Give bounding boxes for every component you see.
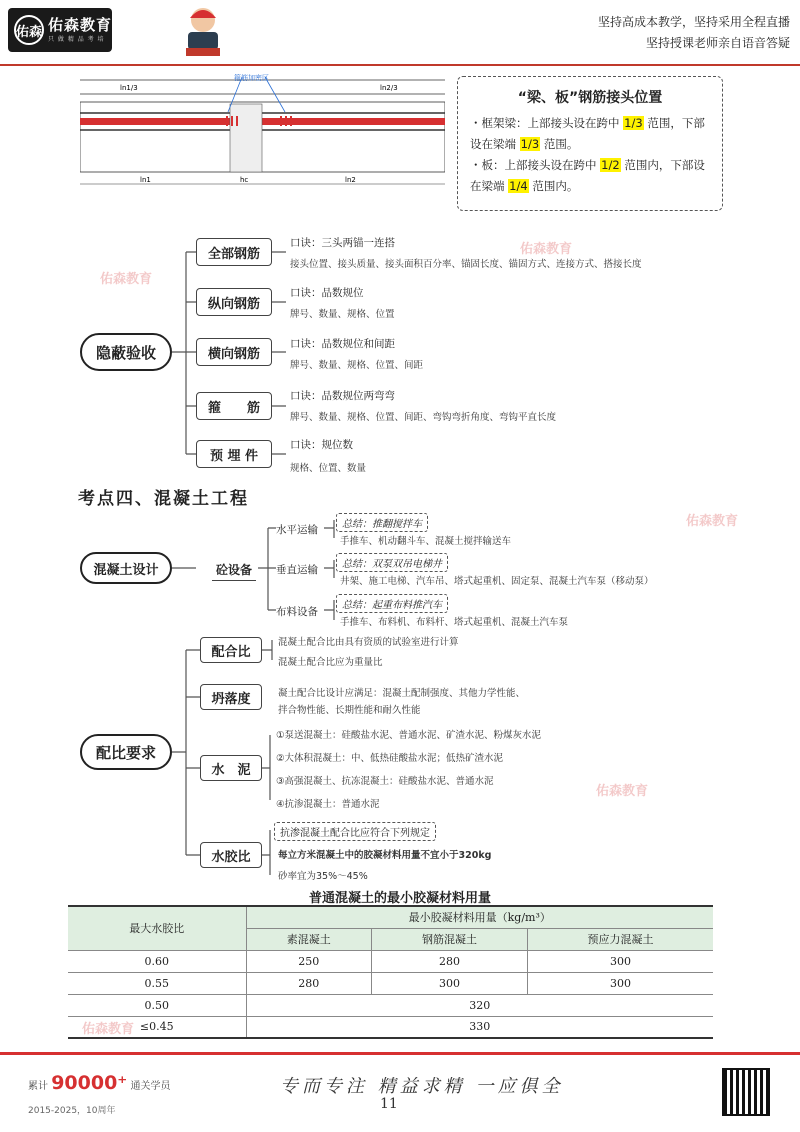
all-rebar-detail: 接头位置、接头质量、接头面积百分率、锚固长度、锚固方式、连接方式、搭接长度 (290, 259, 642, 270)
beam-label-ln2-third: ln2/3 (380, 84, 398, 92)
stirrup-mnemonic: 口诀：品数规位两弯弯 (290, 390, 395, 402)
stirrup-node: 箍 筋 (196, 392, 272, 420)
page-number: 11 (380, 1096, 398, 1112)
longitudinal-mnemonic: 口诀：品数规位 (290, 287, 364, 299)
handwritten-motto: 专而专注 精益求精 一应俱全 (280, 1076, 564, 1097)
slogan-line-1: 坚持高成本教学，坚持采用全程直播 (597, 15, 790, 29)
embedded-detail: 规格、位置、数量 (290, 463, 367, 474)
mascot-icon (178, 4, 228, 60)
student-stat (28, 1072, 171, 1094)
note-frame-beam: ・框架梁：上部接头设在跨中 1/3 范围，下部设在梁端 1/3 范围。 (470, 116, 705, 151)
watermark-logo: 佑森教育 (100, 272, 153, 287)
distribution-equipment-label: 布料设备 (276, 606, 318, 618)
mix-ratio-line-1: 混凝土配合比由具有资质的试验室进行计算 (278, 637, 459, 648)
cell-wb: 0.60 (68, 950, 246, 972)
longitudinal-rebar-node: 纵向钢筋 (196, 288, 272, 316)
horizontal-summary: 总结：推翻搅拌车 (336, 513, 428, 532)
watermark-logo: 佑森教育 (596, 784, 649, 799)
beam-label-ln1-third: ln1/3 (120, 84, 138, 92)
transverse-detail: 牌号、数量、规格、位置、间距 (290, 360, 424, 371)
longitudinal-detail: 牌号、数量、规格、位置 (290, 309, 395, 320)
dense-zone-label: 箍筋加密区 (234, 74, 269, 82)
joint-position-note (457, 76, 723, 211)
transverse-mnemonic: 口诀：品数规位和间距 (290, 338, 395, 350)
min-binder-table (68, 905, 713, 1039)
watermark-logo: 佑森教育 (82, 1022, 135, 1037)
brand-logo (8, 8, 112, 52)
header-plain: 素混凝土 (246, 928, 371, 950)
header-slogan (598, 12, 790, 54)
water-binder-node: 水胶比 (200, 842, 262, 868)
cell-value: 280 (371, 950, 527, 972)
cell-wb: ≤0.45 (68, 1016, 246, 1038)
mix-ratio-line-2: 混凝土配合比应为重量比 (278, 657, 383, 668)
slogan-line-2: 坚持授课老师亲自语音答疑 (645, 36, 790, 50)
mix-requirement-root: 配比要求 (80, 734, 172, 770)
water-binder-sand-ratio: 砂率宜为35%～45% (278, 871, 368, 882)
vertical-transport-label: 垂直运输 (276, 564, 318, 576)
beam-rebar-drawing (80, 72, 445, 200)
cell-value: 250 (246, 950, 371, 972)
cell-value: 300 (528, 950, 713, 972)
distribution-summary: 总结：起重布料推汽车 (336, 594, 448, 613)
stat-number: 90000⁺ (51, 1072, 128, 1094)
note-title: “梁、板”钢筋接头位置 (517, 90, 663, 106)
stat-suffix: 通关学员 (130, 1081, 171, 1092)
table-row (68, 1016, 713, 1038)
header-divider (0, 64, 800, 66)
logo-subtitle: 只 做 精 品 考 培 (48, 35, 105, 43)
watermark-logo: 佑森教育 (520, 242, 573, 257)
table-row (68, 950, 713, 972)
cell-value: 280 (246, 972, 371, 994)
cell-wb: 0.55 (68, 972, 246, 994)
header-reinforced: 钢筋混凝土 (371, 928, 527, 950)
section-heading: 考点四、混凝土工程 (78, 489, 249, 509)
concrete-design-root: 混凝土设计 (80, 552, 172, 584)
cement-impermeable: ④抗渗混凝土：普通水泥 (276, 799, 380, 810)
slump-line-2: 拌合物性能、长期性能和耐久性能 (278, 705, 421, 716)
all-rebar-mnemonic: 口诀：三头两锚一连搭 (290, 237, 395, 249)
footer-divider (0, 1052, 800, 1055)
transverse-rebar-node: 横向钢筋 (196, 338, 272, 366)
stat-prefix: 累计 (28, 1081, 48, 1092)
embedded-mnemonic: 口诀：规位数 (290, 439, 353, 451)
horizontal-transport-label: 水平运输 (276, 524, 318, 536)
beam-label-ln2: ln2 (345, 176, 356, 184)
cement-high-strength: ③高强混凝土、抗冻混凝土：硅酸盐水泥、普通水泥 (276, 776, 494, 787)
cement-pumped: ①泵送混凝土：硅酸盐水泥、普通水泥、矿渣水泥、粉煤灰水泥 (276, 730, 542, 741)
water-binder-min-binder: 每立方米混凝土中的胶凝材料用量不宜小于320kg (278, 850, 492, 861)
slump-line-1: 凝土配合比设计应满足：混凝土配制强度、其他力学性能、 (278, 688, 526, 699)
note-slab: ・板：上部接头设在跨中 1/2 范围内，下部设在梁端 1/4 范围内。 (470, 158, 705, 193)
cement-mass: ②大体积混凝土：中、低热硅酸盐水泥；低热矿渣水泥 (276, 753, 504, 764)
cell-value: 300 (371, 972, 527, 994)
beam-label-ln1: ln1 (140, 176, 151, 184)
cell-value: 330 (246, 1016, 713, 1038)
header-prestressed: 预应力混凝土 (528, 928, 713, 950)
table-title: 普通混凝土的最小胶凝材料用量 (308, 891, 491, 906)
table-row (68, 994, 713, 1016)
distribution-detail: 手推车、布料机、布料杆、塔式起重机、混凝土汽车泵 (340, 617, 569, 628)
header-min-binder: 最小胶凝材料用量（kg/m³） (246, 906, 713, 928)
table-row (68, 972, 713, 994)
slump-node: 坍落度 (200, 684, 262, 710)
vertical-detail: 井架、施工电梯、汽车吊、塔式起重机、固定泵、混凝土汽车泵（移动泵） (340, 576, 654, 587)
qr-code-icon (722, 1068, 770, 1116)
anniversary-years: 2015-2025，10周年 (28, 1106, 116, 1116)
concrete-equipment-node: 砼设备 (212, 561, 256, 581)
cell-value: 300 (528, 972, 713, 994)
hidden-inspection-root: 隐蔽验收 (80, 333, 172, 371)
cell-value: 320 (246, 994, 713, 1016)
embedded-part-node: 预 埋 件 (196, 440, 272, 468)
all-rebar-node: 全部钢筋 (196, 238, 272, 266)
mix-ratio-node: 配合比 (200, 637, 262, 663)
header-max-wb: 最大水胶比 (68, 906, 246, 950)
logo-name: 佑森教育 (48, 16, 113, 35)
water-binder-rule: 抗渗混凝土配合比应符合下列规定 (274, 822, 436, 841)
horizontal-detail: 手推车、机动翻斗车、混凝土搅拌输送车 (340, 536, 512, 547)
cell-wb: 0.50 (68, 994, 246, 1016)
watermark-logo: 佑森教育 (686, 514, 739, 529)
logo-seal: 佑森 (14, 15, 44, 45)
vertical-summary: 总结：双泵双吊电梯井 (336, 553, 448, 572)
cement-node: 水 泥 (200, 755, 262, 781)
stirrup-detail: 牌号、数量、规格、位置、间距、弯钩弯折角度、弯钩平直长度 (290, 412, 557, 423)
beam-label-hc: hc (240, 176, 249, 184)
